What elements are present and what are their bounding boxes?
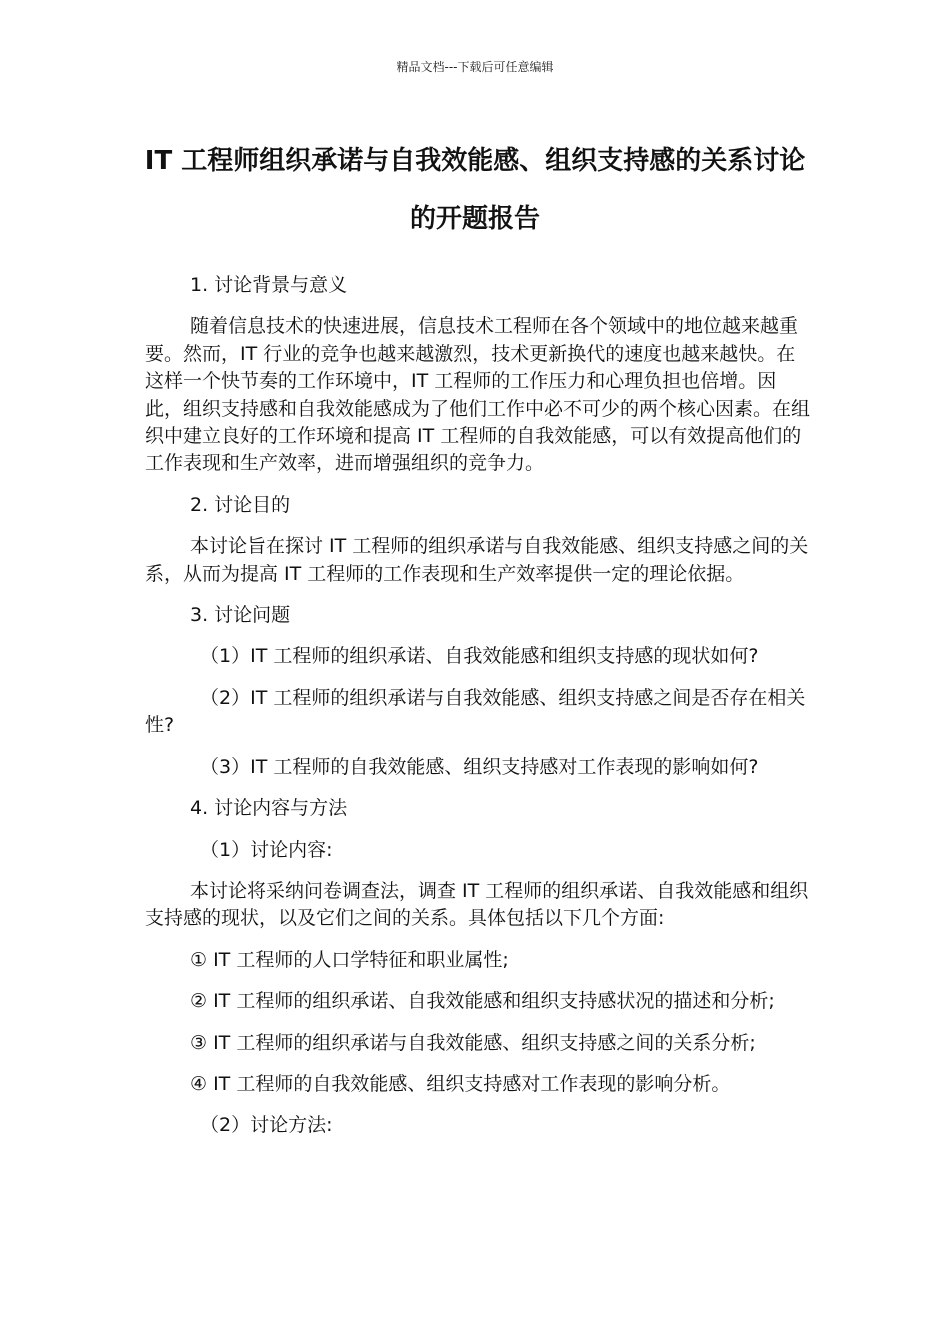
section-heading: 1. 讨论背景与意义 <box>190 274 348 296</box>
question-item: （2）IT 工程师的组织承诺与自我效能感、组织支持感之间是否存在相关性? <box>145 686 806 737</box>
question-item: （3）IT 工程师的自我效能感、组织支持感对工作表现的影响如何? <box>200 755 759 778</box>
paragraph: 本讨论旨在探讨 IT 工程师的组织承诺与自我效能感、组织支持感之间的关系，从而为提高 IT 工程师的工作表现和生产效率提供一定的理论依据。 <box>145 535 809 585</box>
list-item: ③ IT 工程师的组织承诺与自我效能感、组织支持感之间的关系分析; <box>190 1031 756 1054</box>
list-item: ④ IT 工程师的自我效能感、组织支持感对工作表现的影响分析。 <box>190 1072 731 1095</box>
section-heading: 3. 讨论问题 <box>190 604 291 627</box>
subsection-heading: （1）讨论内容: <box>200 838 333 861</box>
page-header: 精品文档---下载后可任意编辑 <box>396 60 554 74</box>
list-item: ② IT 工程师的组织承诺、自我效能感和组织支持感状况的描述和分析; <box>190 990 775 1013</box>
subsection-heading: （2）讨论方法: <box>200 1114 333 1137</box>
section-heading: 2. 讨论目的 <box>190 493 291 516</box>
list-item: ① IT 工程师的人口学特征和职业属性; <box>190 948 509 971</box>
section-heading: 4. 讨论内容与方法 <box>190 797 348 820</box>
document-body <box>145 272 810 1154</box>
document-title: IT 工程师组织承诺与自我效能感、组织支持感的关系讨论的开题报告 <box>144 146 806 234</box>
paragraph: 本讨论将采纳问卷调查法，调查 IT 工程师的组织承诺、自我效能感和组织支持感的现状，以及它们之间的关系。具体包括以下几个方面: <box>145 879 809 930</box>
paragraph: 随着信息技术的快速进展，信息技术工程师在各个领域中的地位越来越重要。然而，IT 行业的竞争也越来越激烈，技术更新换代的速度也越来越快。在这样一个快节奏的工作环境中，IT 工程师的工作压力和心理负担也倍增。因此，组织支持感和自我效能感成为了他们工作中必不可少的两个核心因素。在组织中建立良好的工作环境和提高 IT 工程师的自我效能感，可以有效提高他们的工作表现和生产效率，进而增强组织的竞争力。 <box>145 315 811 475</box>
question-item: （1）IT 工程师的组织承诺、自我效能感和组织支持感的现状如何? <box>200 645 759 668</box>
